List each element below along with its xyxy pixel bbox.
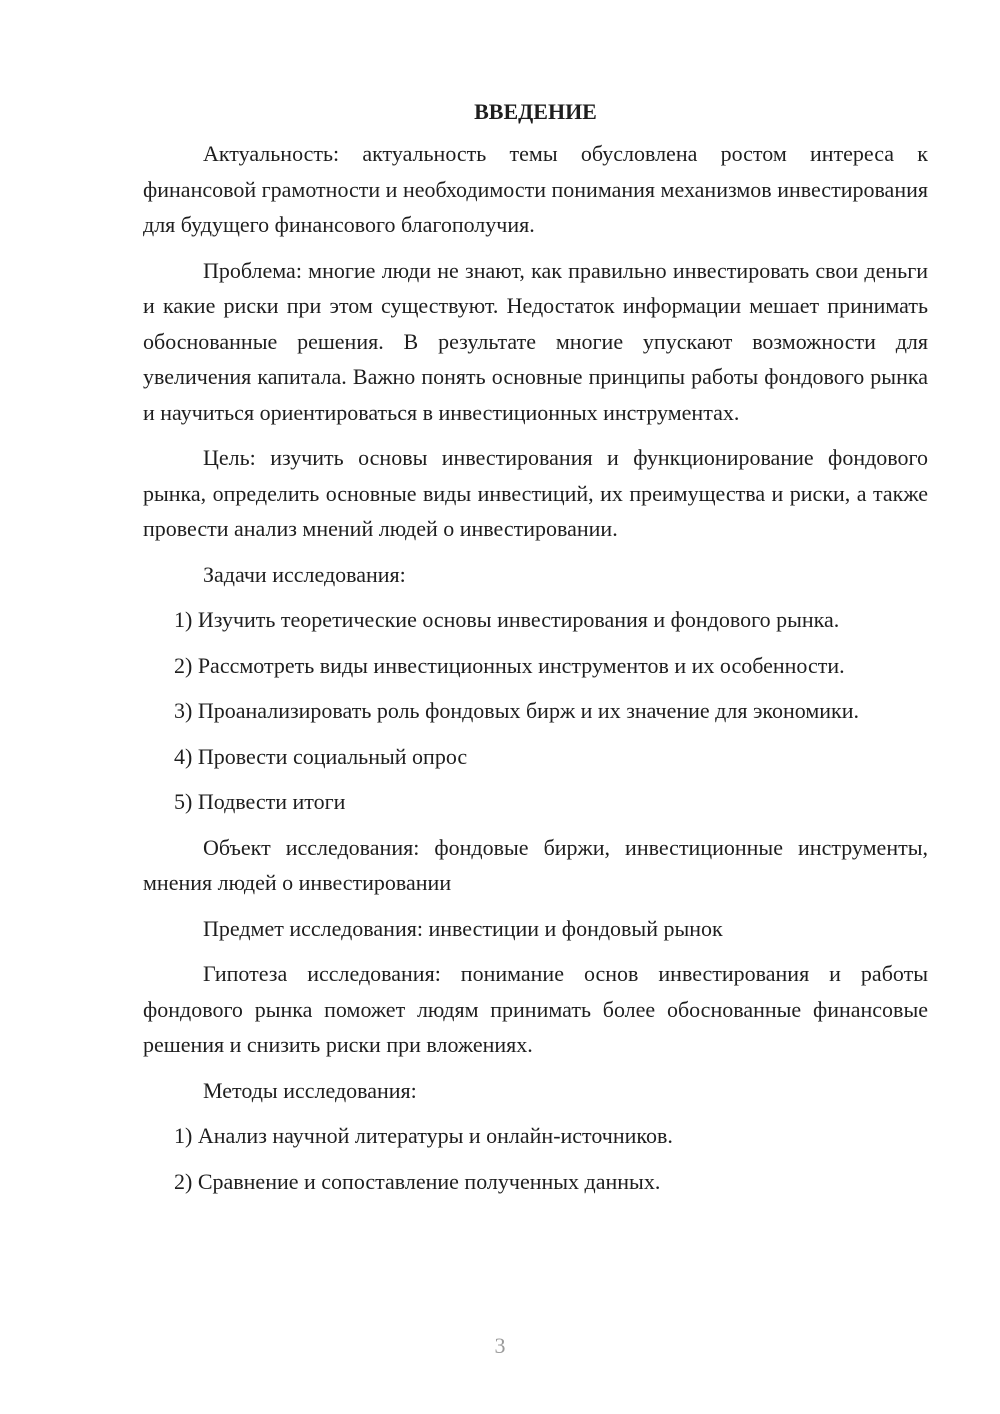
task-item-4: 4) Провести социальный опрос xyxy=(174,743,468,769)
section-title: ВВЕДЕНИЕ xyxy=(474,99,597,124)
problem-paragraph: Проблема: многие люди не знают, как правильно инвестировать свои деньги и какие риски при этом существуют. Недостаток информации мешает принимать обоснованные решения. В результате многие упускают возможности для увеличения капитала. Важно понять основные принципы работы фондового рынка и научиться ориентироваться в инвестиционных инструментах. xyxy=(143,257,928,425)
page-number: 3 xyxy=(494,1333,506,1358)
goal-paragraph: Цель: изучить основы инвестирования и функционирование фондового рынка, определить основные виды инвестиций, их преимущества и риски, а также провести анализ мнений людей о инвестировании. xyxy=(143,445,928,541)
task-item-5: 5) Подвести итоги xyxy=(174,789,346,814)
relevance-paragraph: Актуальность: актуальность темы обусловлена ростом интереса к финансовой грамотности и необходимости понимания механизмов инвестирования для будущего финансового благополучия. xyxy=(143,141,928,237)
object-paragraph: Объект исследования: фондовые биржи, инвестиционные инструменты, мнения людей о инвестировании xyxy=(143,834,928,895)
hypothesis-paragraph: Гипотеза исследования: понимание основ инвестирования и работы фондового рынка поможет людям принимать более обоснованные финансовые решения и снизить риски при вложениях. xyxy=(143,961,928,1057)
document-page xyxy=(143,94,928,1209)
task-item-2: 2) Рассмотреть виды инвестиционных инструментов и их особенности. xyxy=(174,652,845,678)
subject-paragraph: Предмет исследования: инвестиции и фондовый рынок xyxy=(203,915,723,941)
task-item-1: 1) Изучить теоретические основы инвестирования и фондового рынка. xyxy=(174,607,840,632)
task-item-3: 3) Проанализировать роль фондовых бирж и их значение для экономики. xyxy=(174,698,859,723)
method-item-1: 1) Анализ научной литературы и онлайн-источников. xyxy=(174,1123,673,1148)
tasks-heading: Задачи исследования: xyxy=(203,561,406,587)
methods-heading: Методы исследования: xyxy=(203,1077,417,1103)
method-item-2: 2) Сравнение и сопоставление полученных данных. xyxy=(174,1168,661,1194)
